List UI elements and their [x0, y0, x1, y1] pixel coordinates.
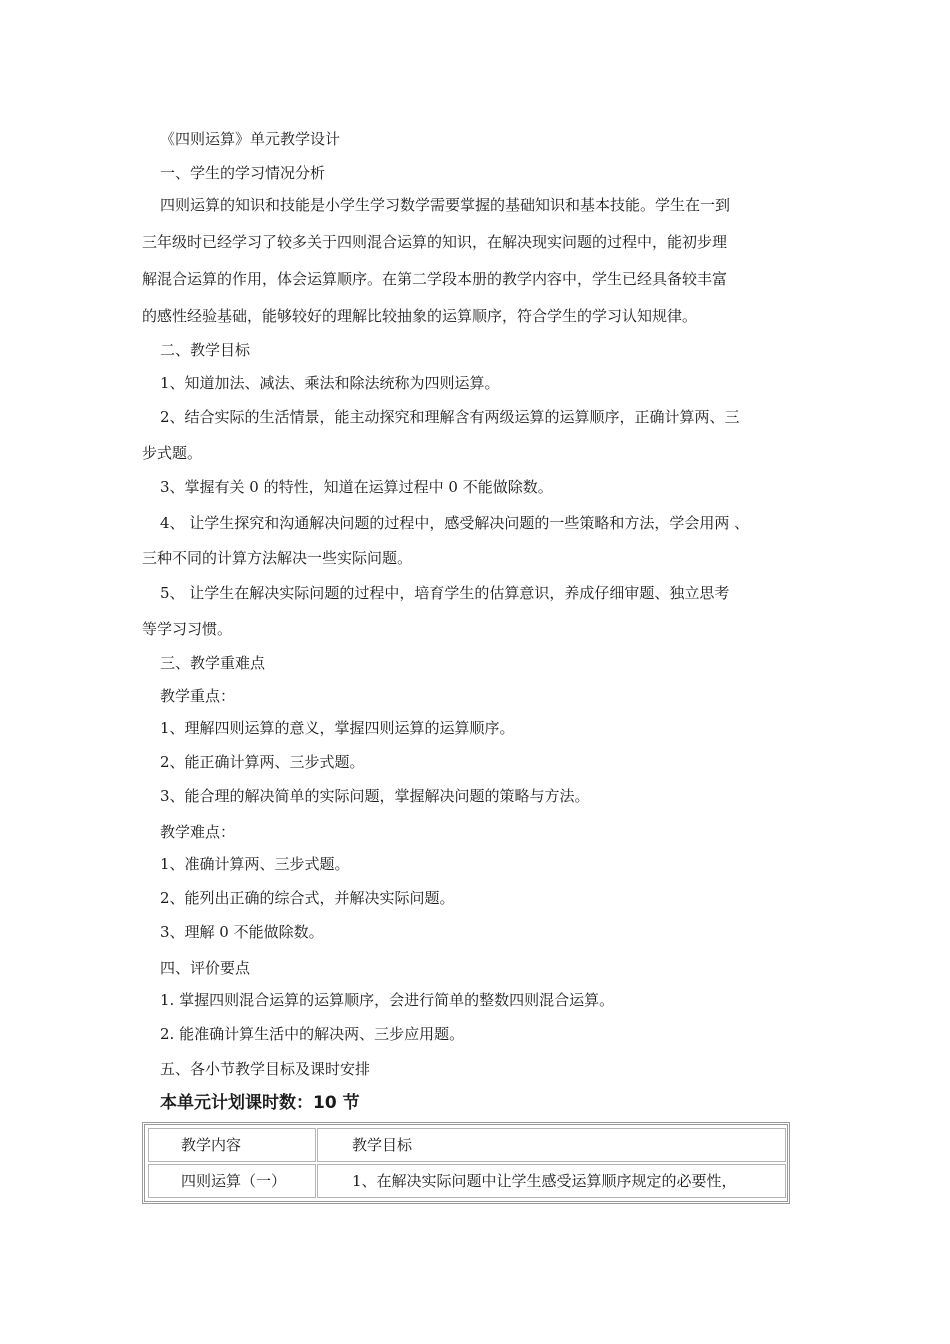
section-heading: 一、学生的学习情况分析 — [160, 164, 326, 182]
focus-item: 3、能合理的解决简单的实际问题，掌握解决问题的策略与方法。 — [160, 787, 590, 805]
objective-item-continued: 等学习习惯。 — [142, 620, 233, 638]
paragraph-line: 三年级时已经学习了较多关于四则混合运算的知识，在解决现实问题的过程中，能初步理 — [142, 233, 728, 251]
subheading: 教学难点： — [160, 823, 236, 841]
table-cell-objective: 1、在解决实际问题中让学生感受运算顺序规定的必要性， — [317, 1164, 786, 1198]
difficulty-item: 3、理解 0 不能做除数。 — [160, 923, 324, 941]
objective-item: 3、掌握有关 0 的特性，知道在运算过程中 0 不能做除数。 — [160, 478, 553, 496]
table-cell-content: 四则运算（一） — [148, 1164, 316, 1198]
section-heading: 五、各小节教学目标及课时安排 — [160, 1060, 371, 1078]
difficulty-item: 1、准确计算两、三步式题。 — [160, 855, 350, 873]
objective-item-continued: 步式题。 — [142, 444, 203, 462]
section-heading: 三、教学重难点 — [160, 654, 266, 672]
document-title: 《四则运算》单元教学设计 — [160, 130, 341, 148]
section-heading: 四、评价要点 — [160, 959, 251, 977]
table-header-content: 教学内容 — [148, 1128, 316, 1162]
objective-item: 2、结合实际的生活情景，能主动探究和理解含有两级运算的运算顺序，正确计算两、三 — [160, 408, 740, 426]
focus-item: 1、理解四则运算的意义，掌握四则运算的运算顺序。 — [160, 719, 515, 737]
focus-item: 2、能正确计算两、三步式题。 — [160, 753, 365, 771]
paragraph-line: 解混合运算的作用，体会运算顺序。在第二学段本册的教学内容中，学生已经具备较丰富 — [142, 270, 728, 288]
objective-item: 4、 让学生探究和沟通解决问题的过程中，感受解决问题的一些策略和方法，学会用两 、 — [160, 514, 750, 532]
paragraph-line: 四则运算的知识和技能是小学生学习数学需要掌握的基础知识和基本技能。学生在一到 — [160, 196, 731, 214]
table-header-objective: 教学目标 — [317, 1128, 786, 1162]
evaluation-item: 2. 能准确计算生活中的解决两、三步应用题。 — [160, 1025, 465, 1043]
section-heading: 二、教学目标 — [160, 341, 251, 359]
difficulty-item: 2、能列出正确的综合式，并解决实际问题。 — [160, 889, 455, 907]
objective-item: 1、知道加法、减法、乘法和除法统称为四则运算。 — [160, 374, 500, 392]
subheading: 教学重点： — [160, 687, 236, 705]
objective-item-continued: 三种不同的计算方法解决一些实际问题。 — [142, 549, 413, 567]
objective-item: 5、 让学生在解决实际问题的过程中，培育学生的估算意识，养成仔细审题、独立思考 — [160, 584, 730, 602]
lesson-plan-table — [142, 1122, 790, 1204]
paragraph-line: 的感性经验基础，能够较好的理解比较抽象的运算顺序，符合学生的学习认知规律。 — [142, 307, 698, 325]
evaluation-item: 1. 掌握四则混合运算的运算顺序，会进行简单的整数四则混合运算。 — [160, 991, 615, 1009]
plan-total-heading: 本单元计划课时数：10 节 — [160, 1093, 360, 1113]
